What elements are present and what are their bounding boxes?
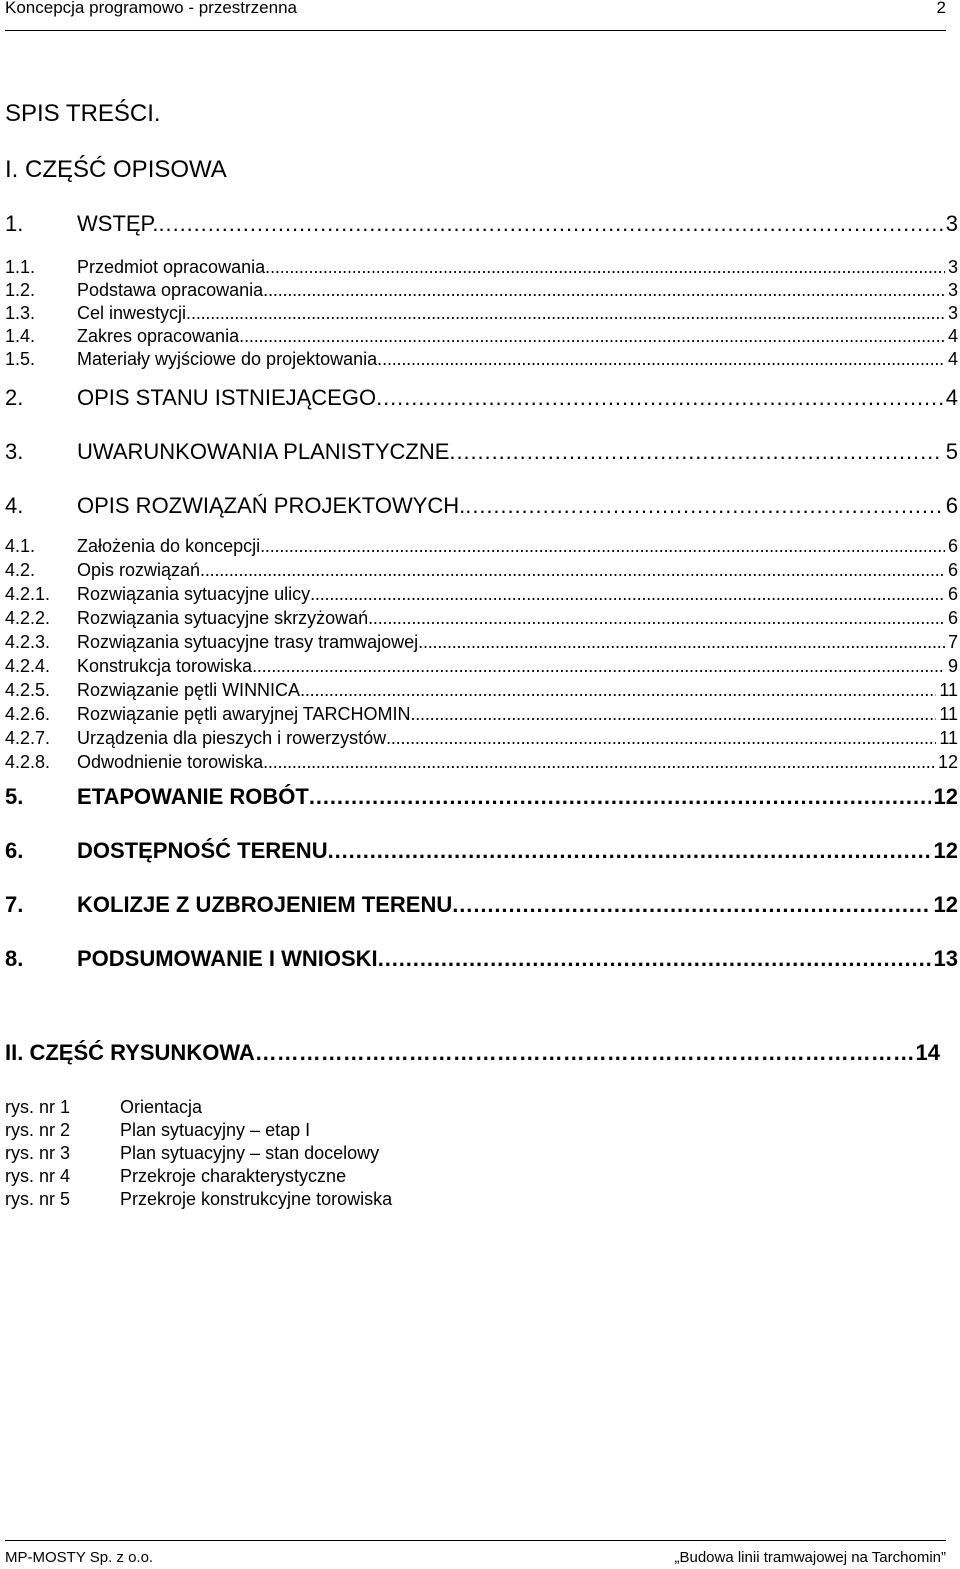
part-two-title: II. CZĘŚĆ RYSUNKOWA: [5, 1040, 255, 1065]
toc-title: OPIS STANU ISTNIEJĄCEGO: [77, 385, 377, 410]
toc-title: Rozwiązania sytuacyjne ulicy: [77, 584, 311, 604]
toc-entry[interactable]: [5, 583, 958, 607]
drawing-code: rys. nr 2: [5, 1120, 71, 1140]
toc-entry[interactable]: [5, 785, 958, 809]
toc-number: 4.2.1.: [5, 584, 51, 604]
toc-leader: [159, 212, 943, 236]
toc-title: DOSTĘPNOŚĆ TERENU: [77, 838, 328, 863]
toc-entry[interactable]: [5, 839, 958, 863]
page-footer: [5, 1540, 946, 1569]
toc-number: 1.5.: [5, 349, 36, 369]
toc-leader: [328, 839, 931, 863]
toc-number: 4.1.: [5, 536, 36, 556]
toc-number: 4.2.4.: [5, 656, 51, 676]
toc-entry[interactable]: [5, 893, 958, 917]
toc-number: 4.2.: [5, 560, 36, 580]
toc-number: 6.: [5, 838, 24, 863]
toc-number: 1.4.: [5, 326, 36, 346]
toc-leader: [376, 386, 943, 410]
toc-heading: SPIS TREŚCI.: [5, 100, 161, 127]
toc-leader: [268, 279, 945, 301]
toc-number: 4.2.6.: [5, 704, 51, 724]
toc-page: 13: [933, 946, 958, 971]
toc-entry[interactable]: [5, 348, 958, 372]
toc-entry[interactable]: [5, 325, 958, 349]
toc-title: Zakres opracowania.: [77, 326, 245, 346]
toc-entry[interactable]: [5, 727, 958, 751]
toc-title: ETAPOWANIE ROBÓT: [77, 784, 309, 809]
toc-title: Materiały wyjściowe do projektowania.: [77, 349, 383, 369]
page-header: [5, 0, 946, 31]
toc-number: 1.: [5, 211, 24, 236]
toc-page: 3: [947, 257, 958, 277]
toc-entry[interactable]: [5, 535, 958, 559]
toc-page: 12: [933, 784, 958, 809]
footer-company: MP-MOSTY Sp. z o.o.: [5, 1549, 154, 1566]
toc-title: Urządzenia dla pieszych i rowerzystów: [77, 728, 387, 748]
drawing-title: Plan sytuacyjny – stan docelowy: [120, 1143, 380, 1163]
toc-leader: [260, 535, 945, 557]
toc-entry[interactable]: [5, 212, 958, 236]
toc-title: Odwodnienie torowiska: [77, 752, 264, 772]
toc-number: 1.2.: [5, 280, 36, 300]
toc-number: 4.: [5, 493, 24, 518]
drawing-code: rys. nr 5: [5, 1189, 71, 1209]
toc-leader: [382, 348, 945, 370]
toc-title: UWARUNKOWANIA PLANISTYCZNE: [77, 439, 450, 464]
toc-number: 8.: [5, 946, 24, 971]
toc-entry[interactable]: [5, 631, 958, 655]
toc-number: 5.: [5, 784, 24, 809]
part-one-heading: I. CZĘŚĆ OPISOWA: [5, 156, 227, 183]
toc-number: 4.2.5.: [5, 680, 51, 700]
toc-page: 11: [939, 728, 958, 748]
toc-page: 11: [939, 680, 958, 700]
toc-number: 3.: [5, 439, 24, 464]
toc-leader: [300, 679, 936, 701]
toc-leader: [386, 727, 936, 749]
toc-title: WSTĘP.: [77, 211, 159, 236]
toc-title: Założenia do koncepcji: [77, 536, 261, 556]
toc-page: 4: [947, 326, 958, 346]
part-two-entry[interactable]: [5, 1040, 940, 1070]
toc-page: 3: [945, 211, 958, 236]
drawing-list-item: [5, 1119, 310, 1141]
toc-title: Konstrukcja torowiska: [77, 656, 253, 676]
toc-page: 6: [947, 584, 958, 604]
toc-page: 4: [947, 349, 958, 369]
toc-page: 6: [947, 560, 958, 580]
toc-entry[interactable]: [5, 947, 958, 971]
toc-page: 11: [939, 704, 958, 724]
toc-leader: [255, 1040, 916, 1066]
toc-title: Podstawa opracowania.: [77, 280, 269, 300]
toc-number: 2.: [5, 385, 24, 410]
header-page-number: 2: [936, 0, 946, 17]
toc-leader: [270, 256, 945, 278]
drawing-list-item: [5, 1142, 379, 1164]
toc-entry[interactable]: [5, 302, 958, 326]
toc-entry[interactable]: [5, 494, 958, 518]
toc-leader: [452, 893, 930, 917]
toc-page: 4: [945, 385, 958, 410]
toc-number: 1.3.: [5, 303, 36, 323]
toc-title: Opis rozwiązań: [77, 560, 201, 580]
toc-page: 12: [933, 892, 958, 917]
toc-entry[interactable]: [5, 655, 958, 679]
toc-title: Przedmiot opracowania.: [77, 257, 271, 277]
toc-entry[interactable]: [5, 679, 958, 703]
toc-page: 3: [947, 303, 958, 323]
footer-project: „Budowa linii tramwajowej na Tarchomin”: [674, 1549, 946, 1566]
toc-title: OPIS ROZWIĄZAŃ PROJEKTOWYCH.: [77, 493, 466, 518]
toc-entry[interactable]: [5, 256, 958, 280]
toc-page: 9: [947, 656, 958, 676]
toc-leader: [252, 655, 945, 677]
toc-entry[interactable]: [5, 440, 958, 464]
toc-entry[interactable]: [5, 559, 958, 583]
toc-number: 1.1.: [5, 257, 36, 277]
drawing-code: rys. nr 1: [5, 1097, 71, 1117]
toc-leader: [200, 559, 945, 581]
toc-entry[interactable]: [5, 751, 958, 775]
toc-leader: [410, 703, 936, 725]
drawing-code: rys. nr 3: [5, 1143, 71, 1163]
toc-leader: [378, 947, 931, 971]
toc-title: Rozwiązania sytuacyjne trasy tramwajowej: [77, 632, 419, 652]
toc-page: 5: [945, 439, 958, 464]
toc-leader: [465, 494, 942, 518]
toc-title: KOLIZJE Z UZBROJENIEM TERENU: [77, 892, 453, 917]
toc-page: 12: [937, 752, 958, 772]
toc-leader: [309, 785, 931, 809]
drawing-list-item: [5, 1096, 202, 1118]
drawing-list-item: [5, 1165, 346, 1187]
drawing-list-item: [5, 1188, 392, 1210]
toc-title: Rozwiązania sytuacyjne skrzyżowań: [77, 608, 369, 628]
toc-page: 12: [933, 838, 958, 863]
toc-leader: [449, 440, 942, 464]
toc-page: 6: [945, 493, 958, 518]
header-title: Koncepcja programowo - przestrzenna: [5, 0, 297, 17]
toc-title: Rozwiązanie pętli WINNICA: [77, 680, 301, 700]
toc-leader: [191, 302, 945, 324]
toc-number: 4.2.3.: [5, 632, 51, 652]
toc-leader: [368, 607, 945, 629]
toc-entry[interactable]: [5, 386, 958, 410]
toc-title: Cel inwestycji.: [77, 303, 192, 323]
toc-page: 6: [947, 536, 958, 556]
toc-number: 4.2.8.: [5, 752, 51, 772]
drawing-code: rys. nr 4: [5, 1166, 71, 1186]
toc-entry[interactable]: [5, 703, 958, 727]
toc-leader: [310, 583, 945, 605]
toc-number: 4.2.2.: [5, 608, 51, 628]
part-two-page: 14: [915, 1040, 940, 1065]
drawing-title: Przekroje konstrukcyjne torowiska: [120, 1189, 393, 1209]
toc-title: Rozwiązanie pętli awaryjnej TARCHOMIN: [77, 704, 411, 724]
toc-entry[interactable]: [5, 607, 958, 631]
drawing-title: Plan sytuacyjny – etap I: [120, 1120, 311, 1140]
toc-leader: [244, 325, 945, 347]
drawing-title: Przekroje charakterystyczne: [120, 1166, 347, 1186]
toc-leader: [418, 631, 945, 653]
toc-number: 7.: [5, 892, 24, 917]
toc-page: 3: [947, 280, 958, 300]
toc-leader: [263, 751, 935, 773]
toc-page: 6: [947, 608, 958, 628]
toc-number: 4.2.7.: [5, 728, 51, 748]
toc-page: 7: [947, 632, 958, 652]
toc-entry[interactable]: [5, 279, 958, 303]
toc-title: PODSUMOWANIE I WNIOSKI: [77, 946, 378, 971]
drawing-title: Orientacja: [120, 1097, 203, 1117]
